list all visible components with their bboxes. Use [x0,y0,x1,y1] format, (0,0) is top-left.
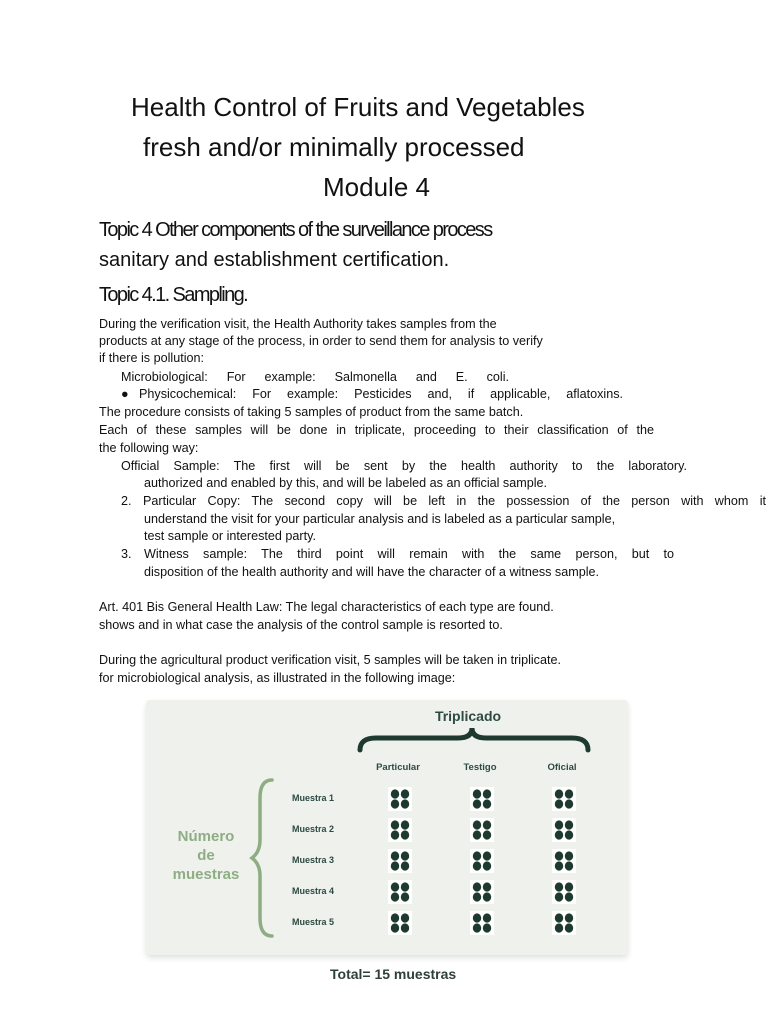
sample-dots-icon-particular-2 [388,818,412,842]
row-label-muestra-4: Muestra 4 [292,886,335,896]
particular-copy-line-1: Particular Copy: The second copy will be left in the possession of the person with whom it [143,494,766,508]
sample-dots-icon-particular-4 [388,880,412,904]
topic-4-1-heading: Topic 4.1. Sampling. [99,284,248,306]
row-label-muestra-2: Muestra 2 [292,824,335,834]
official-sample-line-2: authorized and enabled by this, and will be labeled as an official sample. [144,476,548,490]
column-header-oficial: Oficial [547,762,577,773]
bullet-icon: ● [121,387,129,401]
witness-sample-line-1: Witness sample: The third point will remain with the same person, but to [144,547,674,561]
column-header-testigo: Testigo [463,762,497,773]
official-sample-line-1: Official Sample: The first will be sent by the health authority to the laboratory. [121,459,687,473]
art-401-line-1: Art. 401 Bis General Health Law: The legal characteristics of each type are found. [99,600,554,614]
column-header-particular: Particular [376,762,420,773]
intro-line-2: products at any stage of the process, in order to send them for analysis to verify [99,334,543,348]
particular-number: 2. [121,494,132,508]
sample-dots-icon-particular-3 [388,849,412,873]
top-brace-icon [360,728,588,750]
art-401-line-2: shows and in what case the analysis of the control sample is resorted to. [99,618,503,632]
left-brace-icon [252,780,272,936]
sample-dots-icon-oficial-4 [552,880,576,904]
physicochemical-text: Physicochemical: For example: Pesticides and, if applicable, aflatoxins. [139,387,623,401]
agri-visit-line-2: for microbiological analysis, as illustrated in the following image: [99,671,456,685]
page-title-line-2: fresh and/or minimally processed [143,132,525,162]
total-samples-label: Total= 15 muestras [330,966,457,982]
sample-dots-icon-particular-1 [388,787,412,811]
intro-line-3: if there is pollution: [99,351,205,365]
group-label-de: de [197,847,215,864]
witness-sample-line-2: disposition of the health authority and will have the character of a witness sample. [144,565,600,579]
triplicate-figure [146,700,628,955]
sample-dots-icon-testigo-4 [470,880,494,904]
particular-copy-line-3: test sample or interested party. [144,529,316,543]
sample-dots-icon-oficial-2 [552,818,576,842]
sample-dots-icon-particular-5 [388,911,412,935]
witness-number: 3. [121,547,132,561]
agri-visit-line-1: During the agricultural product verification visit, 5 samples will be taken in triplicate. [99,653,561,667]
group-label-numero: Número [177,828,235,845]
sample-rows [292,787,576,935]
procedure-line-3: the following way: [99,441,199,455]
page-title-module: Module 4 [323,172,430,202]
sample-dots-icon-testigo-1 [470,787,494,811]
row-label-muestra-5: Muestra 5 [292,917,335,927]
sample-dots-icon-oficial-5 [552,911,576,935]
procedure-line-1: The procedure consists of taking 5 samples of product from the same batch. [99,405,524,419]
sample-dots-icon-oficial-3 [552,849,576,873]
topic-4-heading: Topic 4 Other components of the surveillance process [99,219,492,241]
row-label-muestra-3: Muestra 3 [292,855,335,865]
sample-dots-icon-testigo-2 [470,818,494,842]
sample-dots-icon-oficial-1 [552,787,576,811]
microbiological-item: Microbiological: For example: Salmonella and E. coli. [121,370,509,384]
group-label-muestras: muestras [172,866,240,883]
page-title-line-1: Health Control of Fruits and Vegetables [131,92,585,122]
triplicado-label: Triplicado [434,708,502,724]
intro-line-1: During the verification visit, the Health Authority takes samples from the [99,317,497,331]
sample-dots-icon-testigo-5 [470,911,494,935]
sample-dots-icon-testigo-3 [470,849,494,873]
topic-4-heading-continued: sanitary and establishment certification. [99,249,450,271]
particular-copy-line-2: understand the visit for your particular analysis and is labeled as a particular sample, [144,512,616,526]
physicochemical-item [121,386,626,404]
procedure-line-2: Each of these samples will be done in triplicate, proceeding to their classification of the [99,423,654,437]
row-label-muestra-1: Muestra 1 [292,793,335,803]
triplicate-diagram [146,700,628,955]
